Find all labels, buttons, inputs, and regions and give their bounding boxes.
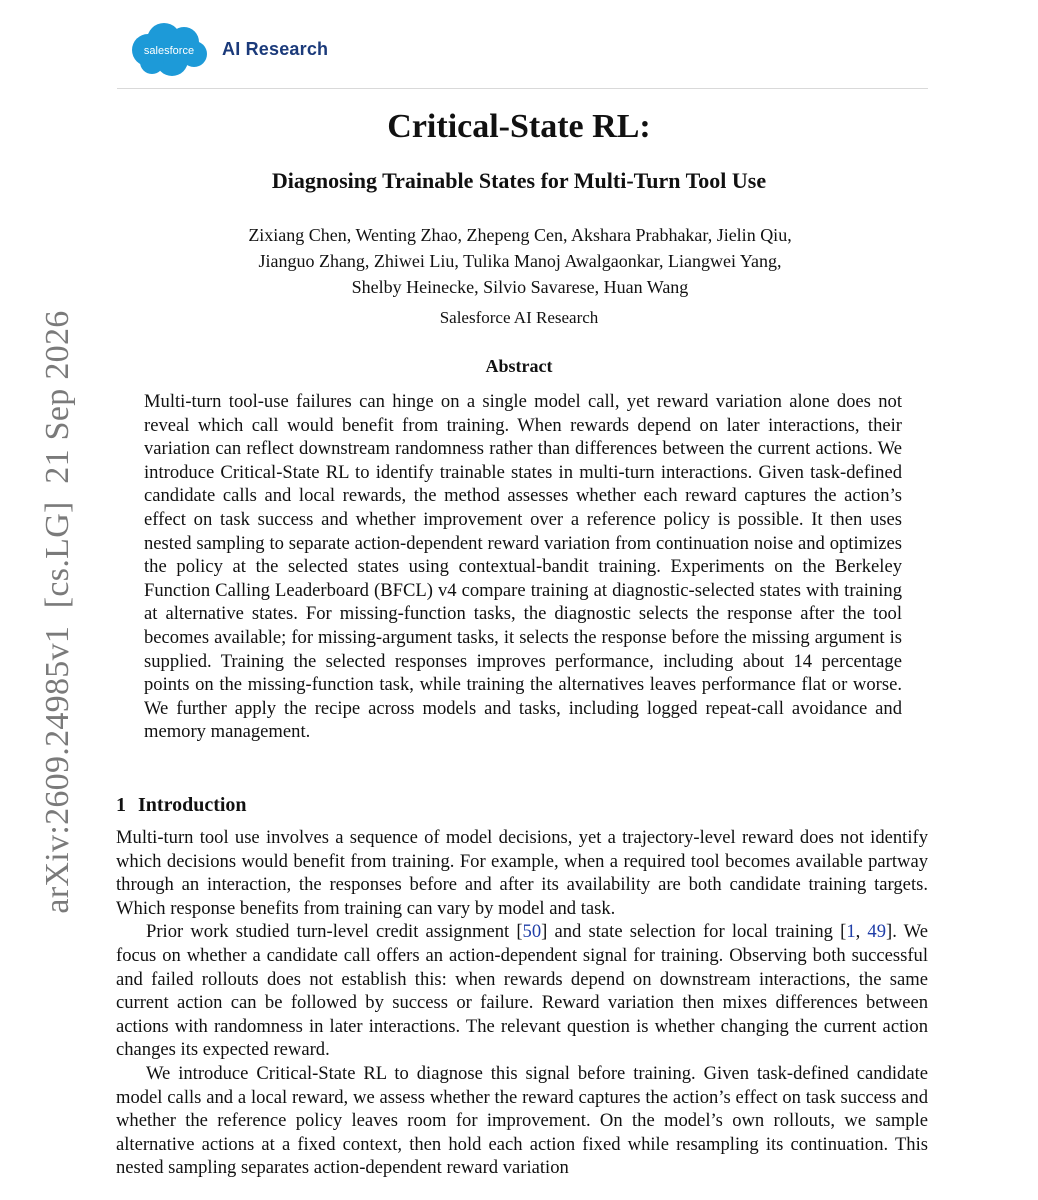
- intro-paragraph-3: We introduce Critical-State RL to diagnose this signal before training. Given task-defined candidate model calls and a local reward, we assess whether the reward captures the action’s effect on task success and whether the reference policy leaves room for improvement. On the model’s own rollouts, we sample alternative actions at a fixed context, then hold each action fixed while resampling its continuation. This nested sampling separates action-dependent reward variation: [116, 1062, 928, 1179]
- intro-paragraph-2: Prior work studied turn-level credit assignment [50] and state selection for local training [1, 49]. We focus on whether a candidate call offers an action-dependent signal for training. Observing both successful and failed rollouts does not establish this: when rewards depend on downstream interactions, the same current action can be followed by success or failure. Reward variation then mixes differences between actions with randomness in later interactions. The relevant question is whether changing the current action changes its expected reward.: [116, 921, 928, 1061]
- section-number: 1: [116, 794, 126, 816]
- paper-subtitle: Diagnosing Trainable States for Multi-Turn Tool Use: [271, 168, 767, 193]
- author-line: Jianguo Zhang, Zhiwei Liu, Tulika Manoj Awalgaonkar, Liangwei Yang,: [258, 251, 782, 271]
- author-line: Shelby Heinecke, Silvio Savarese, Huan Wang: [351, 277, 689, 297]
- section-heading: [116, 794, 247, 817]
- citation-link-49[interactable]: 49: [867, 921, 887, 943]
- introduction-body: [116, 826, 928, 1180]
- abstract-body: Multi-turn tool-use failures can hinge on a single model call, yet reward variation alone does not reveal which call would benefit from training. When rewards depend on later interactions, their variation can reflect downstream randomness rather than differences between the current actions. We introduce Critical-State RL to identify trainable states in multi-turn interactions. Given task-defined candidate calls and local rewards, the method assesses whether each reward captures the action’s effect on task success and whether improvement over a reference policy is possible. It then uses nested sampling to separate action-dependent reward variation from continuation noise and optimizes the policy at the selected states using contextual-bandit training. Experiments on the Berkeley Function Calling Leaderboard (BFCL) v4 compare training at diagnostic-selected states with training at alternative states. For missing-function tasks, the diagnostic selects the response after the tool becomes available; for missing-argument tasks, it selects the response before the missing argument is supplied. Training the selected responses improves performance, including about 14 percentage points on the missing-function task, while training the alternatives leaves performance flat or worse. We further apply the recipe across models and tasks, including logged repeat-call avoidance and memory management.: [144, 391, 902, 743]
- arxiv-side-stamp: arXiv:2609.24985v1 [cs.LG] 21 Sep 2026: [39, 310, 76, 914]
- salesforce-logo-text: salesforce: [143, 45, 195, 57]
- affiliation: Salesforce AI Research: [439, 308, 599, 327]
- abstract-heading: Abstract: [485, 356, 553, 376]
- citation-link-1[interactable]: 1: [846, 921, 856, 943]
- section-title: Introduction: [138, 794, 247, 816]
- salesforce-cloud-logo: [128, 20, 210, 78]
- header-divider: [117, 88, 928, 89]
- ai-research-label: AI Research: [222, 38, 329, 59]
- intro-paragraph-1: Multi-turn tool use involves a sequence of model decisions, yet a trajectory-level reward does not identify which decisions would benefit from training. For example, when a required tool becomes available partway through an interaction, the responses before and after its availability are both candidate training targets. Which response benefits from training can vary by model and task.: [116, 827, 928, 919]
- citation-link-50[interactable]: 50: [522, 921, 542, 943]
- author-list: [200, 222, 840, 300]
- paper-title: Critical-State RL:: [387, 108, 651, 145]
- header-logo: [128, 20, 328, 78]
- author-line: Zixiang Chen, Wenting Zhao, Zhepeng Cen, Akshara Prabhakar, Jielin Qiu,: [248, 225, 792, 245]
